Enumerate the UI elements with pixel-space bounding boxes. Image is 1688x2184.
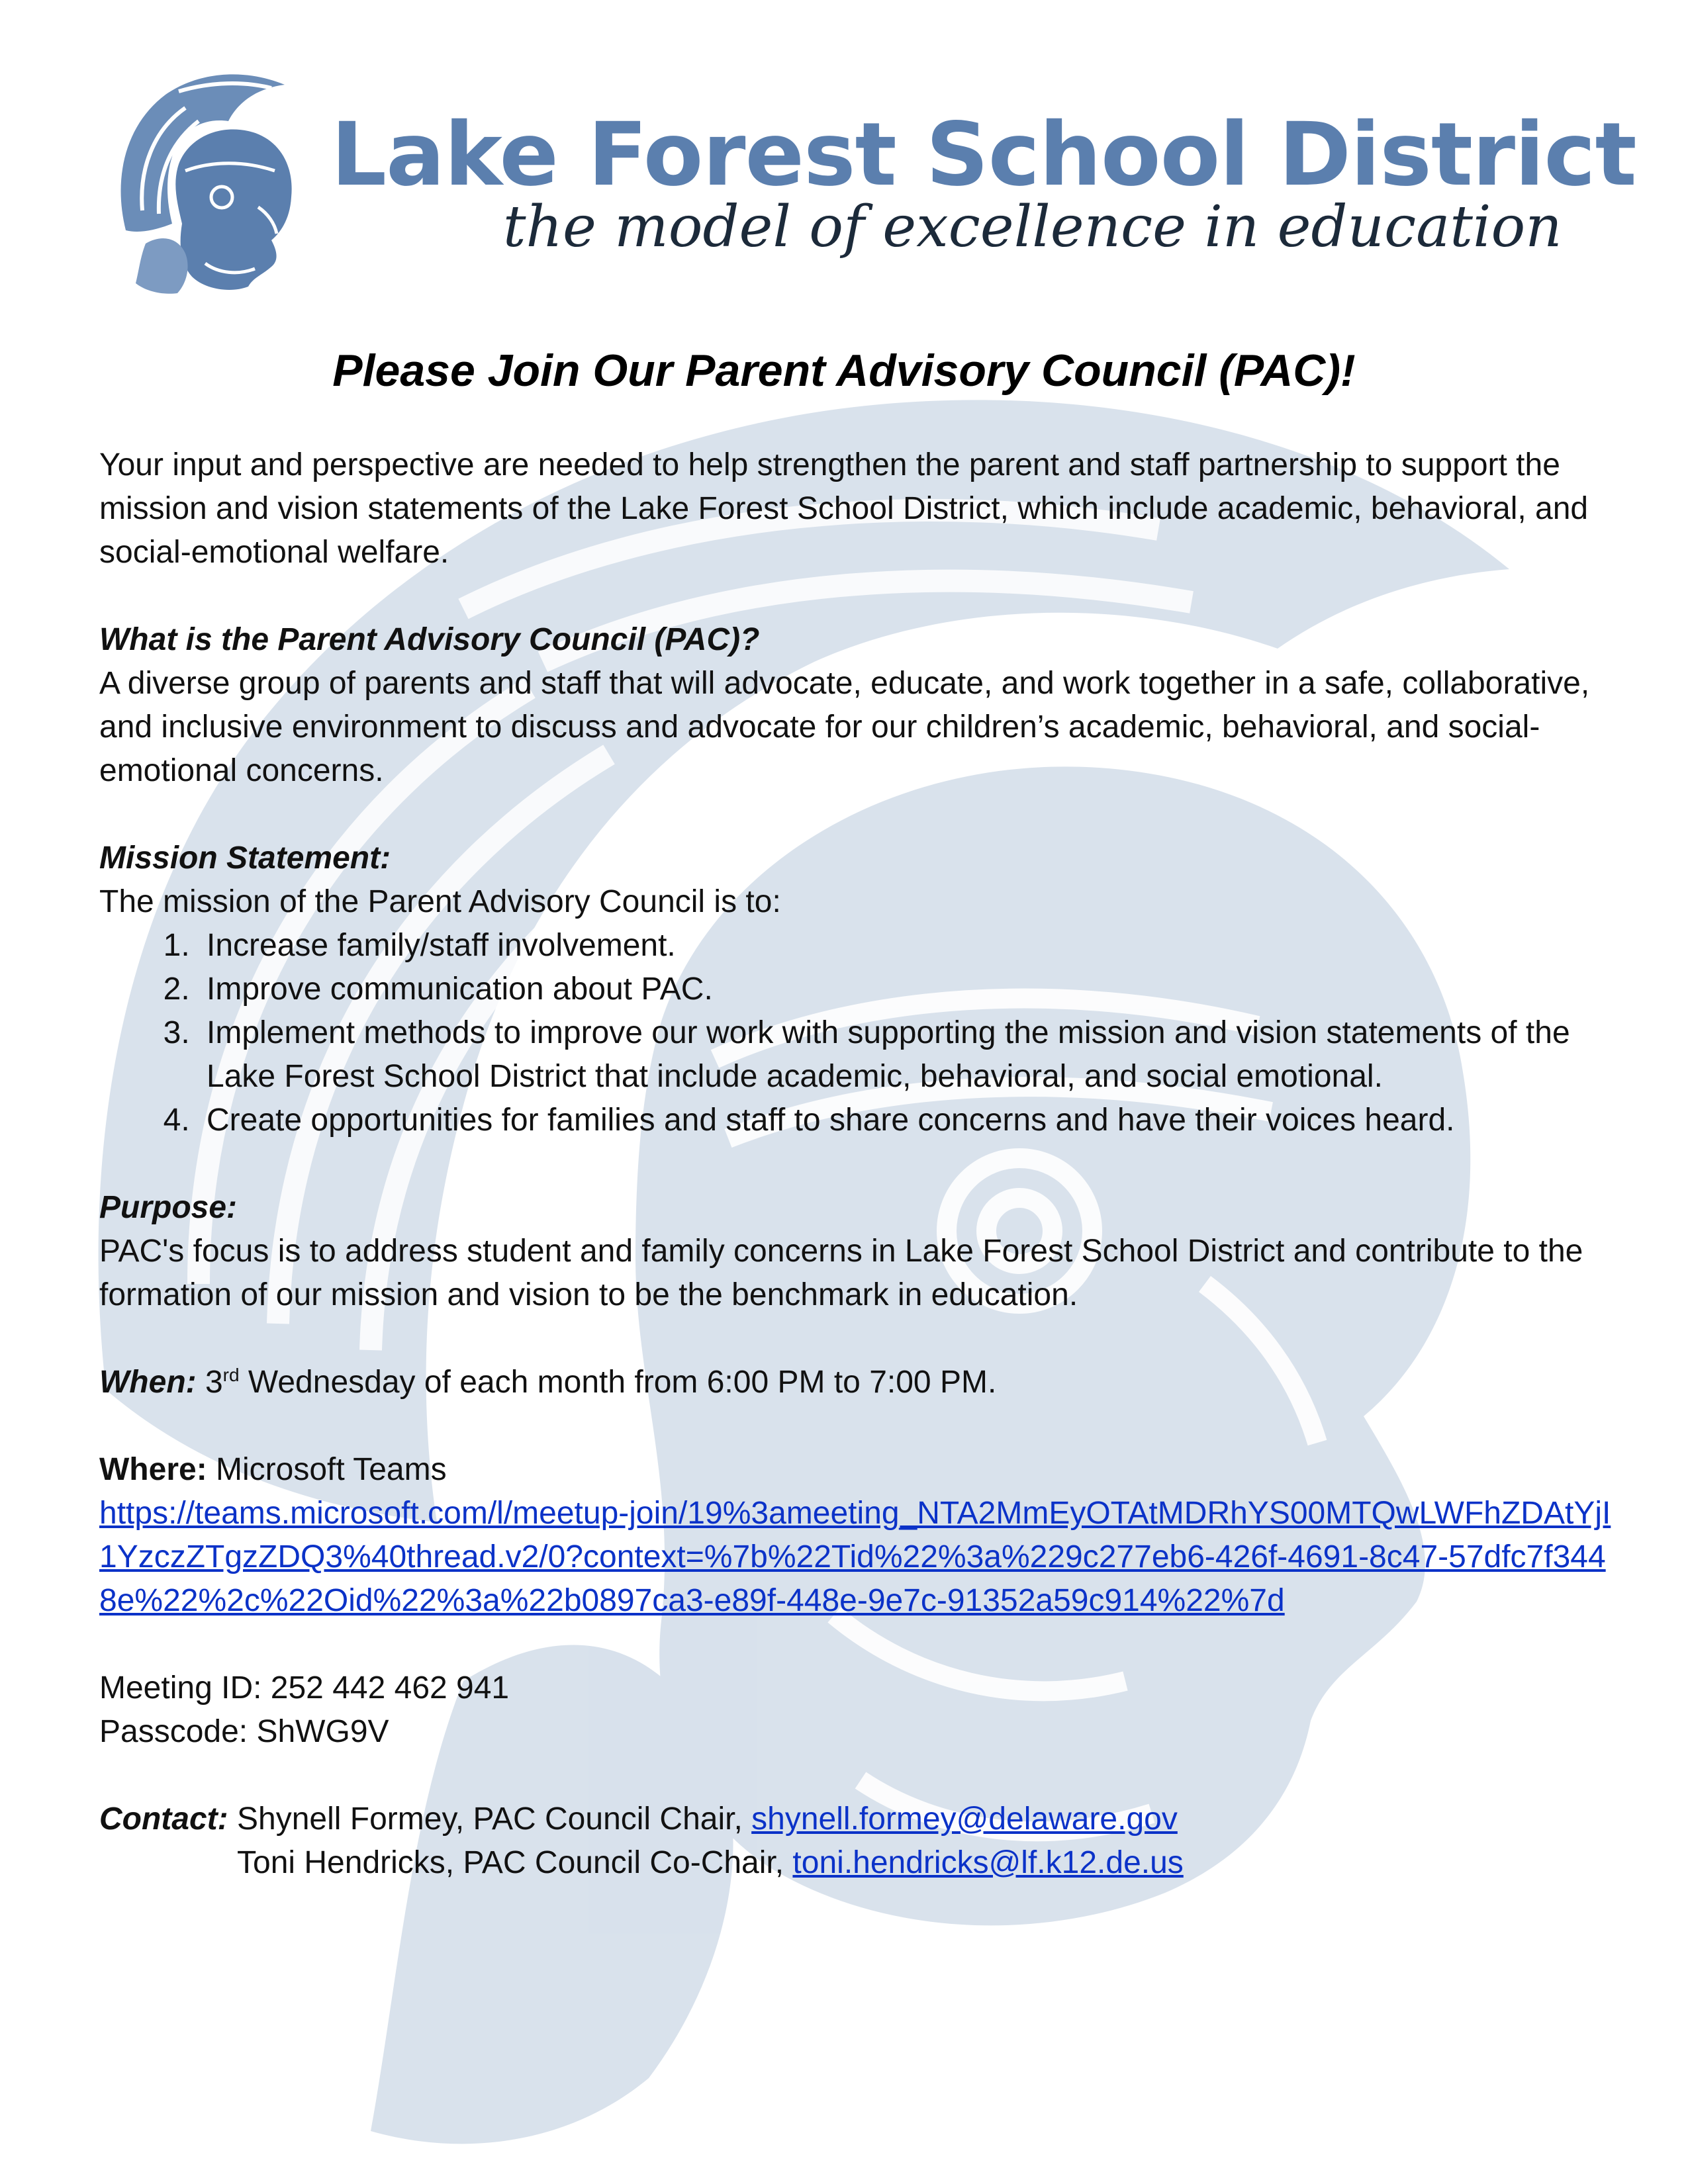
teams-meeting-link[interactable]: https://teams.microsoft.com/l/meetup-join/19%3ameeting_NTA2MmEyOTAtMDRhYS00MTQwLWFhZDAtYjI1YzczZTgzZDQ3%40thread.v2/0?context=%7b%22Tid%22%3a%229c277eb6-426f-4691-8c47-57dfc7f3448e%22%2c%22Oid%22%3a%22b0897ca3-e89f-448e-9e7c-91352a59c914%22%7d [99, 1496, 1611, 1618]
purpose-text: PAC's focus is to address student and family concerns in Lake Forest School District and contribute to the formation of our mission and vision to be the benchmark in education. [99, 1234, 1583, 1312]
contact-chair-text: Shynell Formey, PAC Council Chair, [228, 1801, 752, 1837]
what-is-section [99, 618, 1622, 793]
when-text: Wednesday of each month from 6:00 PM to 7:00 PM. [239, 1365, 997, 1400]
meeting-id: Meeting ID: 252 442 462 941 [99, 1670, 510, 1706]
mission-section [99, 837, 1622, 1142]
spartan-logo-icon [106, 65, 311, 296]
when-label: When: [99, 1365, 197, 1400]
contact-section [99, 1797, 1622, 1885]
where-value: Microsoft Teams [207, 1452, 447, 1487]
when-ordinal-suffix: rd [222, 1365, 240, 1385]
mission-item: 2. Improve communication about PAC. [199, 968, 1622, 1011]
contact-label: Contact: [99, 1801, 228, 1837]
when-section [99, 1361, 1622, 1404]
district-name: Lake Forest School District [331, 104, 1636, 206]
meeting-details [99, 1666, 1622, 1754]
page-title: Please Join Our Parent Advisory Council (PAC)! [332, 345, 1356, 396]
purpose-heading: Purpose: [99, 1190, 238, 1225]
mission-item: 1. Increase family/staff involvement. [199, 924, 1622, 968]
mission-item: 3. Implement methods to improve our work with supporting the mission and vision statements of the Lake Forest School District that include academic, behavioral, and social emotional. [199, 1011, 1622, 1099]
where-label: Where: [99, 1452, 207, 1487]
chair-email-link[interactable]: shynell.formey@delaware.gov [751, 1801, 1178, 1837]
contact-cochair-text: Toni Hendricks, PAC Council Co-Chair, [237, 1845, 793, 1880]
mission-heading: Mission Statement: [99, 841, 391, 876]
purpose-section [99, 1186, 1622, 1317]
mission-list [99, 924, 1622, 1142]
meeting-passcode: Passcode: ShWG9V [99, 1714, 389, 1749]
what-is-heading: What is the Parent Advisory Council (PAC)? [99, 622, 760, 657]
mission-lead: The mission of the Parent Advisory Council is to: [99, 884, 781, 919]
intro-paragraph: Your input and perspective are needed to help strengthen the parent and staff partnership to support the mission and vision statements of the Lake Forest School District, which include academic, behavioral, and social-emotional welfare. [99, 447, 1589, 570]
district-tagline: the model of excellence in education [503, 194, 1562, 260]
what-is-text: A diverse group of parents and staff that will advocate, educate, and work together in a safe, collaborative, and inclusive environment to discuss and advocate for our children’s academic, behavioral, and social-emotional concerns. [99, 666, 1590, 788]
where-section [99, 1448, 1622, 1623]
flyer-body [99, 443, 1622, 1929]
mission-item: 4. Create opportunities for families and staff to share concerns and have their voices heard. [199, 1099, 1622, 1142]
cochair-email-link[interactable]: toni.hendricks@lf.k12.de.us [792, 1845, 1184, 1880]
when-ordinal-number: 3 [205, 1365, 223, 1400]
